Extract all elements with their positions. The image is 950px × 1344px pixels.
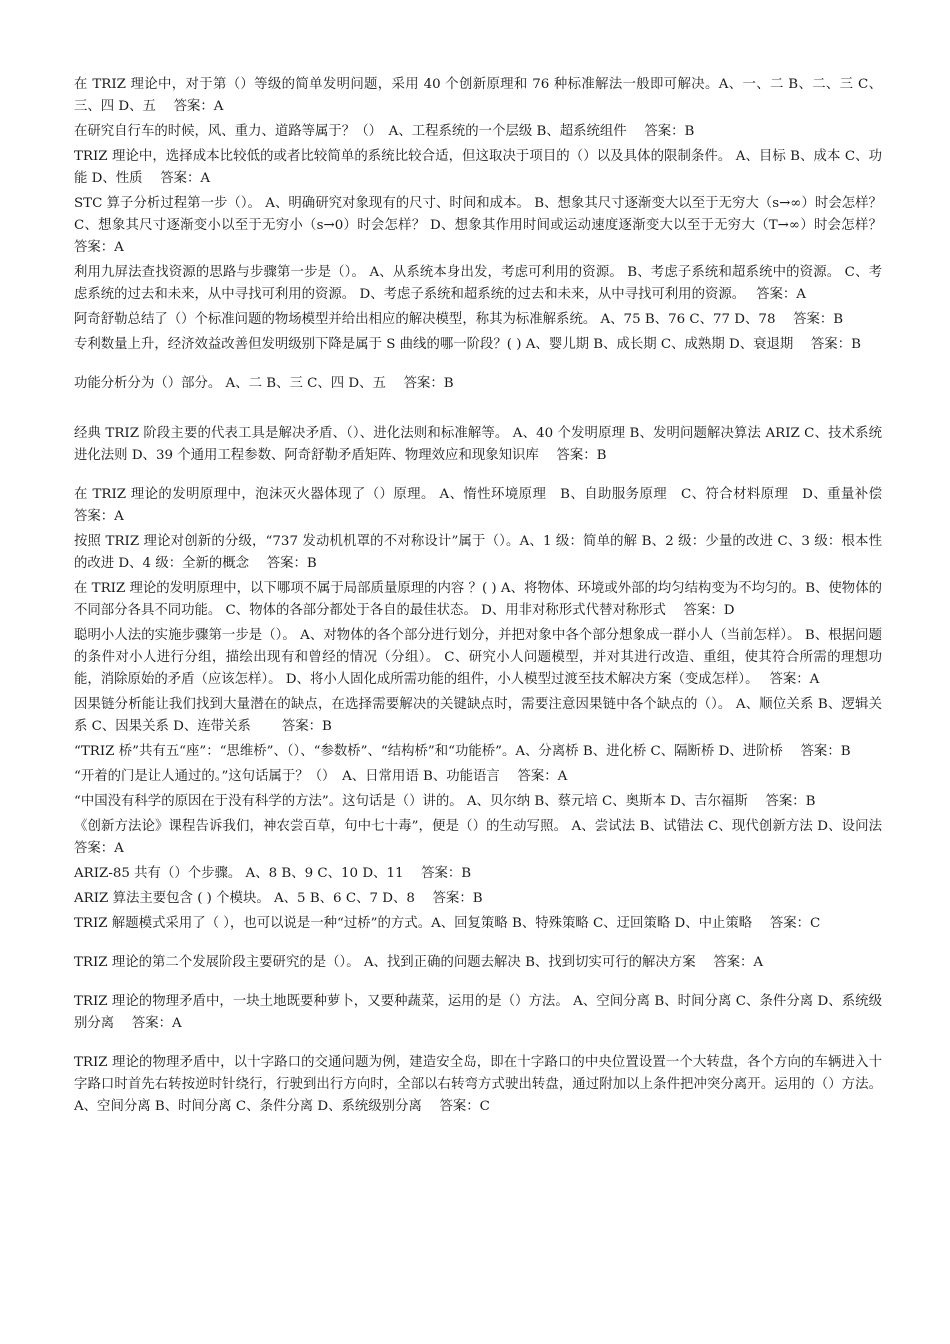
question-paragraph: TRIZ 理论的物理矛盾中，以十字路口的交通问题为例，建造安全岛，即在十字路口的中央位置设置一个大转盘，各个方向的车辆进入十字路口时首先右转按逆时针绕行，行驶到出行方向时，全部以右转弯方式驶出转盘，通过附加以上条件把冲突分离开。运用的（）方法。 A、空间分离 B、时间分离 C、条件分离 D、系统级别分离 答案：C — [74, 1055, 882, 1114]
question-paragraph: 在 TRIZ 理论的发明原理中，以下哪项不属于局部质量原理的内容 ？( ) A、将物体、环境或外部的均匀结构变为不均匀的。B、使物体的不同部分各具不同功能。 C、物体的各部分都处于各自的最佳状态。 D、用非对称形式代替对称形式 答案：D — [74, 581, 882, 618]
question-paragraph: 按照 TRIZ 理论对创新的分级，“737 发动机机罩的不对称设计”属于（）。A、1 级：简单的解 B、2 级：少量的改进 C、3 级：根本性的改进 D、4 级：全新的概念 答案：B — [74, 534, 882, 571]
question-paragraph: 经典 TRIZ 阶段主要的代表工具是解决矛盾、（）、进化法则和标准解等。 A、40 个发明原理 B、发明问题解决算法 ARIZ C、技术系统进化法则 D、39 个通用工程参数、阿奇舒勒矛盾矩阵、物理效应和现象知识库 答案：B — [74, 426, 882, 463]
question-paragraph: 功能分析分为（）部分。 A、二 B、三 C、四 D、五 答案：B — [74, 376, 454, 391]
question-paragraph: 在研究自行车的时候，风、重力、道路等属于？（） A、工程系统的一个层级 B、超系统组件 答案：B — [74, 124, 695, 139]
document-page — [74, 74, 900, 1121]
question-paragraph: STC 算子分析过程第一步（）。 A、明确研究对象现有的尺寸、时间和成本。 B、想象其尺寸逐渐变大以至于无穷大（s→∞）时会怎样？ C、想象其尺寸逐渐变小以至于无穷小（s→0）时会怎样？ D、想象其作用时间或运动速度逐渐变大以至于无穷大（T→∞）时会怎样？ 答案：A — [74, 196, 900, 255]
question-paragraph: 《创新方法论》课程告诉我们，神农尝百草，句中七十毒”，便是（）的生动写照。 A、尝试法 B、试错法 C、现代创新方法 D、设问法 答案：A — [74, 819, 900, 856]
question-paragraph: TRIZ 理论的物理矛盾中，一块土地既要种萝卜，又要种蔬菜，运用的是（）方法。 A、空间分离 B、时间分离 C、条件分离 D、系统级别分离 答案：A — [74, 994, 882, 1031]
question-paragraph: “中国没有科学的原因在于没有科学的方法”。这句话是（）讲的。 A、贝尔纳 B、蔡元培 C、奥斯本 D、吉尔福斯 答案：B — [74, 794, 816, 809]
question-paragraph: 聪明小人法的实施步骤第一步是（）。 A、对物体的各个部分进行划分，并把对象中各个部分想象成一群小人（当前怎样）。 B、根据问题的条件对小人进行分组，描绘出现有和曾经的情况（分组）。 C、研究小人问题模型，并对其进行改造、重组，使其符合所需的理想功能，消除原始的矛盾（应该怎样）。 D、将小人固化成所需功能的组件，小人模型过渡至技术解决方案（变成怎样）。 答案：A — [74, 628, 882, 687]
question-paragraph: 因果链分析能让我们找到大量潜在的缺点，在选择需要解决的关键缺点时，需要注意因果链中各个缺点的（）。 A、顺位关系 B、逻辑关系 C、因果关系 D、连带关系 答案：B — [74, 697, 882, 734]
question-paragraph: ARIZ-85 共有（）个步骤。 A、8 B、9 C、10 D、11 答案：B — [74, 866, 472, 881]
question-paragraph: 阿奇舒勒总结了（）个标准问题的物场模型并给出相应的解决模型，称其为标准解系统。 A、75 B、76 C、77 D、78 答案：B — [74, 312, 844, 327]
question-paragraph: TRIZ 理论中，选择成本比较低的或者比较简单的系统比较合适，但这取决于项目的（）以及具体的限制条件。 A、目标 B、成本 C、功能 D、性质 答案：A — [74, 149, 882, 186]
question-paragraph: 利用九屏法查找资源的思路与步骤第一步是（）。 A、从系统本身出发，考虑可利用的资源。 B、考虑子系统和超系统中的资源。 C、考虑系统的过去和未来，从中寻找可利用的资源。 D、考虑子系统和超系统的过去和未来，从中寻找可利用的资源。 答案：A — [74, 265, 882, 302]
question-paragraph: “TRIZ 桥”共有五“座”：“思维桥”、（）、“参数桥”、“结构桥”和“功能桥”。A、分离桥 B、进化桥 C、隔断桥 D、进阶桥 答案：B — [74, 744, 851, 759]
question-paragraph: 在 TRIZ 理论中，对于第（）等级的简单发明问题，采用 40 个创新原理和 76 种标准解法一般即可解决。A、一、二 B、二、三 C、三、四 D、五 答案：A — [74, 77, 882, 114]
question-paragraph: 专利数量上升，经济效益改善但发明级别下降是属于 S 曲线的哪一阶段？( ) A、婴儿期 B、成长期 C、成熟期 D、衰退期 答案：B — [74, 337, 861, 352]
question-paragraph: ARIZ 算法主要包含 ( ) 个模块。 A、5 B、6 C、7 D、8 答案：B — [74, 891, 483, 906]
question-paragraph: 在 TRIZ 理论的发明原理中，泡沫灭火器体现了（）原理。 A、惰性环境原理 B、自助服务原理 C、符合材料原理 D、重量补偿 答案：A — [74, 487, 900, 524]
question-paragraph: TRIZ 解题模式采用了（ ），也可以说是一种“过桥”的方式。A、回复策略 B、特殊策略 C、迂回策略 D、中止策略 答案：C — [74, 916, 821, 931]
question-paragraph: “开着的门是让人通过的。”这句话属于？（） A、日常用语 B、功能语言 答案：A — [74, 769, 568, 784]
question-paragraph: TRIZ 理论的第二个发展阶段主要研究的是（）。 A、找到正确的问题去解决 B、找到切实可行的解决方案 答案：A — [74, 955, 764, 970]
